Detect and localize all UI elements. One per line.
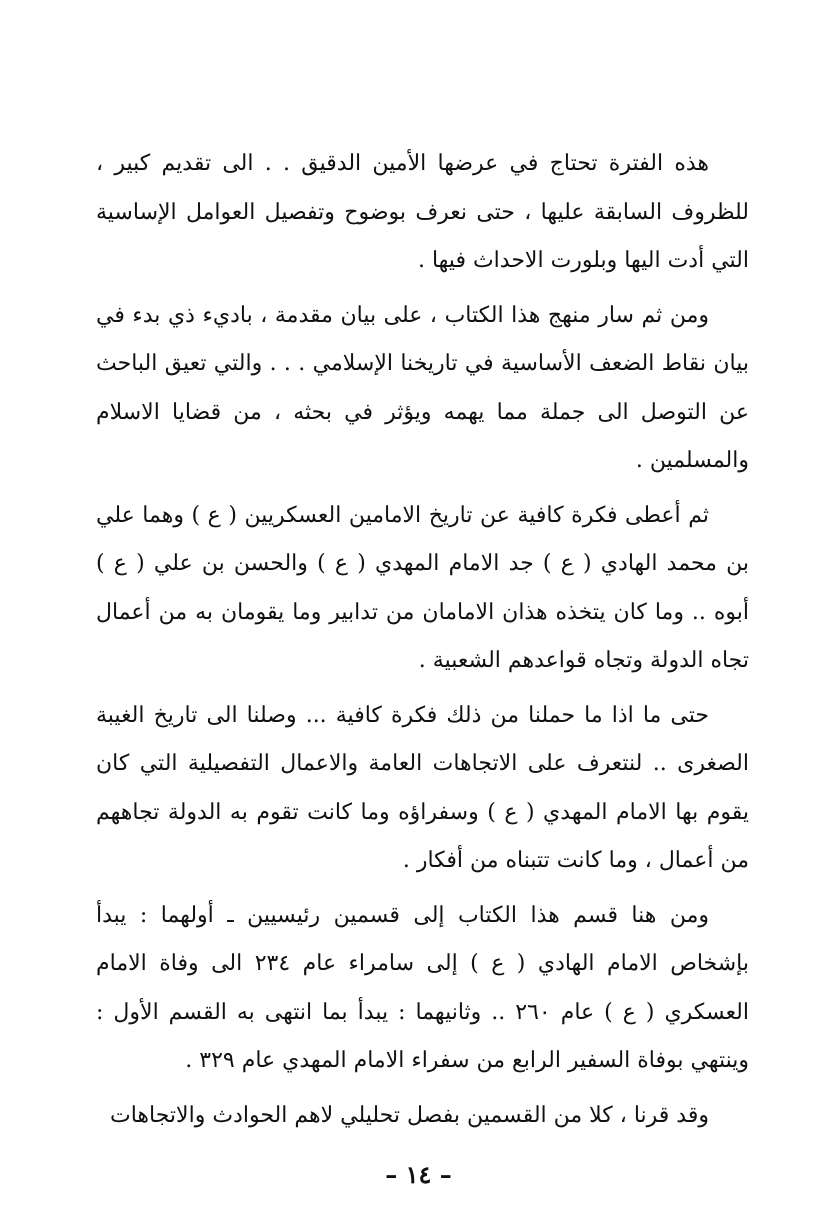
body-text: [96, 140, 749, 1146]
paragraph-5: ومن هنا قسم هذا الكتاب إلى قسمين رئيسيين ـ أولهما : يبدأ بإشخاص الامام الهادي ( ع ) إلى سامراء عام ٢٣٤ الى وفاة الامام العسكري ( ع ) عام ٢٦٠ .. وثانيهما : يبدأ بما انتهى به القسم الأول : وينتهي بوفاة السفير الرابع من سفراء الامام المهدي عام ٣٢٩ .: [96, 902, 750, 1073]
page-number: – ١٤ –: [385, 1160, 452, 1189]
paragraph-1: هذه الفترة تحتاج في عرضها الأمين الدقيق . . الى تقديم كبير ، للظروف السابقة عليها ، حتى نعرف بوضوح وتفصيل العوامل الإساسية التي أدت اليها وبلورت الاحداث فيها .: [96, 151, 750, 273]
paragraph-4: حتى ما اذا ما حملنا من ذلك فكرة كافية ... وصلنا الى تاريخ الغيبة الصغرى .. لنتعرف على الاتجاهات العامة والاعمال التفصيلية التي كان يقوم بها الامام المهدي ( ع ) وسفراؤه وما كانت تقوم به الدولة تجاههم من أعمال ، وما كانت تتبناه من أفكار .: [96, 702, 749, 873]
paragraph-2: ومن ثم سار منهج هذا الكتاب ، على بيان مقدمة ، باديء ذي بدء في بيان نقاط الضعف الأساسية في تاريخنا الإسلامي . . . والتي تعيق الباحث عن التوصل الى جملة مما يهمه ويؤثر في بحثه ، من قضايا الاسلام والمسلمين .: [96, 302, 749, 473]
paragraph-3: ثم أعطى فكرة كافية عن تاريخ الامامين العسكريين ( ع ) وهما علي بن محمد الهادي ( ع ) جد الامام المهدي ( ع ) والحسن بن علي ( ع ) أبوه .. وما كان يتخذه هذان الامامان من تدابير وما يقومان به من أعمال تجاه الدولة وتجاه قواعدهم الشعبية .: [96, 502, 749, 673]
paragraph-6: وقد قرنا ، كلا من القسمين بفصل تحليلي لاهم الحوادث والاتجاهات: [110, 1102, 709, 1128]
